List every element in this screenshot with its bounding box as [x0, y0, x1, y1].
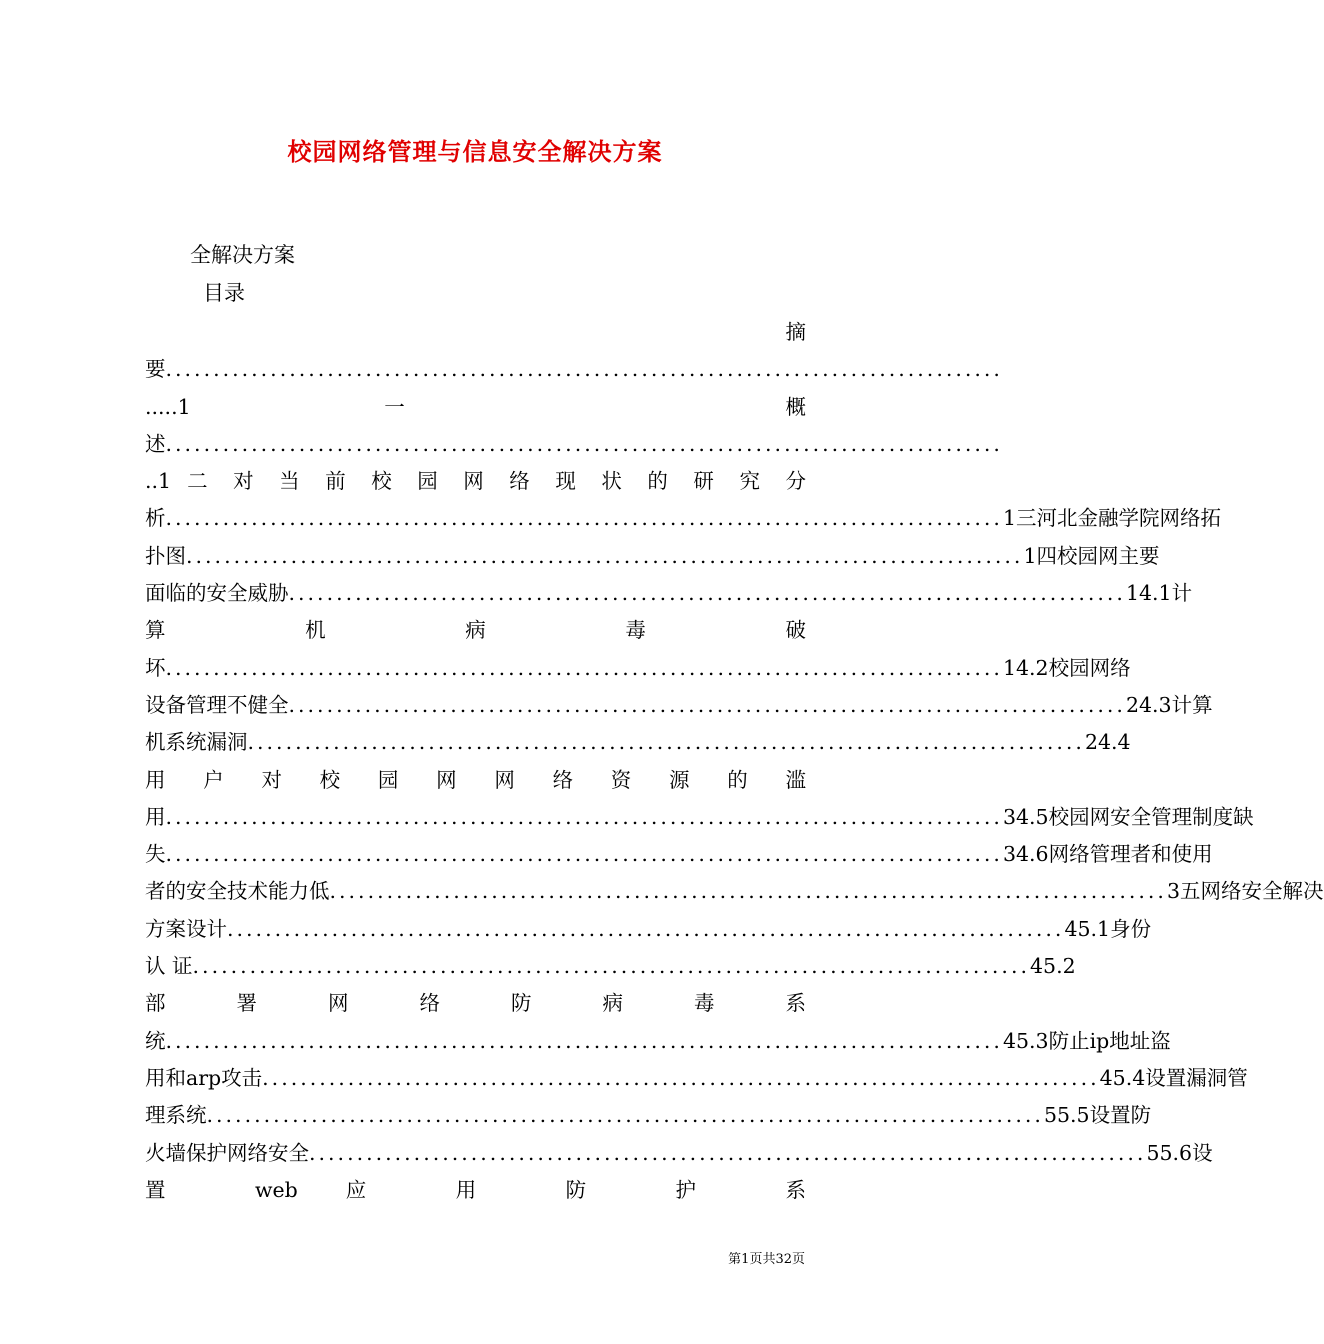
toc-entry-text: 要: [145, 357, 166, 382]
toc-heading: 目录: [203, 281, 245, 305]
toc-page-and-next-entry: 3五网络安全解决: [1166, 879, 1324, 904]
toc-page-and-next-entry: 45.3防止ip地址盗: [1002, 1028, 1171, 1053]
toc-entry-text: 坏: [145, 655, 166, 680]
toc-leader-dots: ........................................................................................: [165, 357, 1003, 382]
toc-line: [145, 911, 1152, 948]
toc-line: [145, 538, 1160, 575]
toc-line: [145, 1060, 1248, 1097]
toc-page-and-next-entry: 45.4设置漏洞管: [1099, 1065, 1248, 1090]
toc-leader-dots: ........................................................................................: [186, 543, 1024, 568]
document-title: 校园网络管理与信息安全解决方案: [287, 137, 663, 166]
toc-entry-text: 失: [145, 842, 166, 867]
toc-leader-dots: ........................................................................................: [309, 1140, 1147, 1165]
toc-entry-text: 理系统: [145, 1103, 207, 1128]
toc-entry-text: 析: [145, 506, 166, 531]
toc-page-and-next-entry: 55.5设置防: [1043, 1103, 1152, 1128]
toc-entry-text: 扑图: [145, 543, 186, 568]
toc-line: [145, 724, 1131, 761]
toc-page-and-next-entry: 14.2校园网络: [1002, 655, 1131, 680]
toc-leader-dots: ........................................................................................: [165, 655, 1003, 680]
intro-line: 全解决方案: [190, 243, 295, 267]
toc-line: 置 web 应 用 防 护 系: [145, 1177, 806, 1202]
toc-line: [145, 799, 1254, 836]
toc-page-and-next-entry: 24.3计算: [1125, 692, 1213, 717]
toc-leader-dots: ........................................................................................: [165, 506, 1003, 531]
toc-line: ..1 二 对 当 前 校 园 网 络 现 状 的 研 究 分: [145, 469, 806, 494]
toc-line: [145, 1135, 1213, 1172]
toc-leader-dots: ........................................................................................: [288, 692, 1126, 717]
toc-line: 摘: [785, 320, 806, 344]
toc-leader-dots: ........................................................................................: [329, 879, 1167, 904]
table-of-contents: [145, 314, 1324, 1209]
toc-line: [145, 873, 1324, 910]
toc-leader-dots: ........................................................................................: [165, 431, 1003, 456]
toc-entry-text: 述: [145, 431, 166, 456]
toc-entry-text: 面临的安全威胁: [145, 581, 289, 606]
toc-line: [145, 351, 1003, 388]
toc-leader-dots: ........................................................................................: [288, 581, 1126, 606]
toc-page-and-next-entry: 55.6设: [1146, 1140, 1213, 1165]
toc-page-and-next-entry: 14.1计: [1125, 581, 1193, 606]
toc-line: [145, 426, 1003, 463]
toc-entry-text: 认 证: [145, 954, 193, 979]
page-footer: 第1页共32页: [728, 1252, 805, 1267]
toc-entry-text: 火墙保护网络安全: [145, 1140, 309, 1165]
toc-entry-text: 者的安全技术能力低: [145, 879, 330, 904]
toc-line: [145, 687, 1213, 724]
toc-line: [145, 1023, 1171, 1060]
toc-line: [145, 1097, 1152, 1134]
toc-page-and-next-entry: 34.6网络管理者和使用: [1002, 842, 1213, 867]
toc-entry-text: 统: [145, 1028, 166, 1053]
toc-line: 用 户 对 校 园 网 网 络 资 源 的 滥: [145, 767, 806, 792]
toc-leader-dots: ........................................................................................: [262, 1065, 1100, 1090]
toc-line: 算 机 病 毒 破: [145, 618, 806, 643]
toc-page-and-next-entry: 45.1身份: [1064, 916, 1152, 941]
toc-line: 部 署 网 络 防 病 毒 系: [145, 991, 806, 1016]
toc-line: [145, 575, 1193, 612]
toc-page-and-next-entry: 1三河北金融学院网络拓: [1002, 506, 1221, 531]
toc-line: [145, 500, 1221, 537]
toc-line: [145, 650, 1131, 687]
toc-page-and-next-entry: 24.4: [1084, 730, 1131, 755]
toc-leader-dots: ........................................................................................: [227, 916, 1065, 941]
toc-leader-dots: ........................................................................................: [165, 1028, 1003, 1053]
toc-line: [145, 948, 1076, 985]
toc-entry-text: 用: [145, 804, 166, 829]
toc-entry-text: 方案设计: [145, 916, 227, 941]
toc-entry-text: 用和arp攻击: [145, 1065, 263, 1090]
toc-page-and-next-entry: 34.5校园网安全管理制度缺: [1002, 804, 1254, 829]
toc-page-and-next-entry: 1四校园网主要: [1023, 543, 1160, 568]
toc-line: .....1 一 概: [145, 394, 806, 419]
toc-page-and-next-entry: 45.2: [1029, 954, 1076, 979]
toc-leader-dots: ........................................................................................: [192, 954, 1030, 979]
toc-leader-dots: ........................................................................................: [165, 842, 1003, 867]
toc-leader-dots: ........................................................................................: [165, 804, 1003, 829]
toc-entry-text: 设备管理不健全: [145, 692, 289, 717]
toc-leader-dots: ........................................................................................: [247, 730, 1085, 755]
toc-entry-text: 机系统漏洞: [145, 730, 248, 755]
toc-line: [145, 836, 1213, 873]
toc-leader-dots: ........................................................................................: [206, 1103, 1044, 1128]
